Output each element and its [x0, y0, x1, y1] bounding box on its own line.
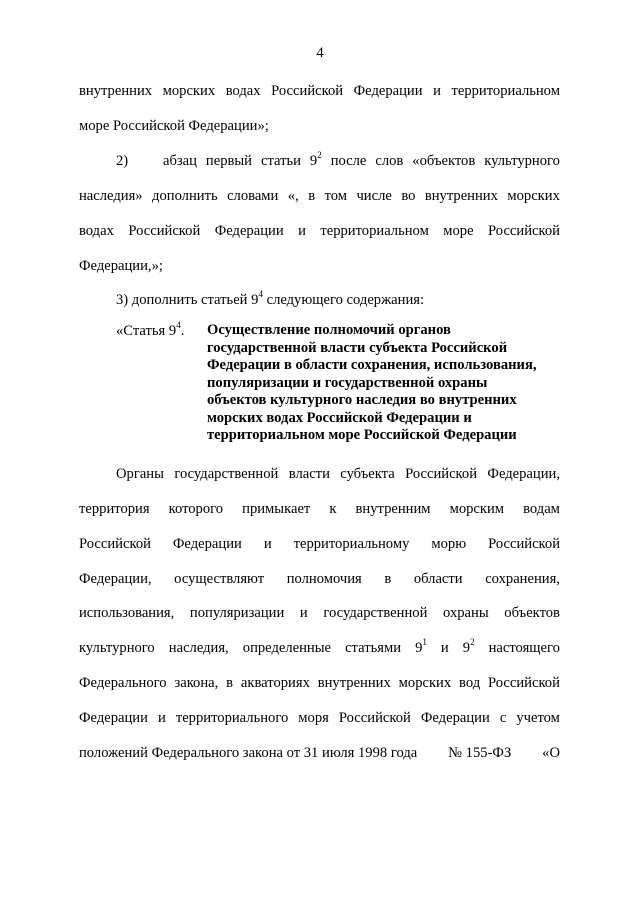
word: Федерального	[79, 675, 167, 691]
word: и	[440, 640, 449, 656]
word: полномочия	[286, 571, 362, 587]
text-line: Федерации,»;	[79, 258, 163, 274]
word: внутренних	[424, 188, 498, 204]
heading-line: объектов культурного наследия во внутренних	[207, 392, 517, 408]
word: культурного	[79, 640, 155, 656]
word: и	[263, 536, 272, 552]
word: субъекта	[340, 466, 395, 482]
word: словами	[227, 188, 279, 204]
word: морских	[398, 675, 452, 691]
word: Российской	[338, 710, 411, 726]
word: Российской	[487, 675, 560, 691]
word: наследия,	[168, 640, 229, 656]
list-item-3: 3) дополнить статьей $9^4$ следующего содержания:	[116, 289, 425, 308]
text-line	[79, 187, 560, 205]
word: популяризации	[189, 605, 285, 621]
heading-line: морских водах Российской Федерации и	[207, 409, 472, 426]
article-reference: $9^2$	[462, 637, 475, 656]
word: в	[226, 675, 234, 691]
word: абзац	[162, 153, 197, 169]
word: Федерации	[79, 710, 148, 726]
word: с	[499, 710, 507, 726]
text-line	[79, 535, 560, 553]
word: в	[384, 571, 392, 587]
word: настоящего	[488, 640, 560, 656]
word: Российской	[128, 223, 201, 239]
text-line	[79, 744, 560, 762]
word: Федерации	[420, 710, 490, 726]
word: том	[324, 188, 348, 204]
word: акваториях	[240, 675, 310, 691]
text-segment: «О	[542, 745, 560, 761]
word: охраны	[443, 605, 489, 621]
heading-line: территориальном море Российской Федерации	[207, 427, 517, 443]
text-line: море Российской Федерации»;	[79, 118, 269, 134]
word: Федерации	[214, 223, 284, 239]
text-line	[79, 570, 560, 588]
law-number: № 155-ФЗ	[448, 745, 512, 761]
word: власти	[288, 466, 330, 482]
word: Федерации	[353, 83, 423, 99]
word: которого	[168, 501, 224, 517]
word: морским	[449, 501, 505, 517]
word: Российской	[405, 466, 478, 482]
word: объектов	[504, 605, 560, 621]
word: первый	[205, 153, 252, 169]
item-number: 2)	[116, 153, 129, 169]
word: государственной	[323, 605, 428, 621]
article-label: «Статья $9^4$.	[116, 320, 185, 339]
word: Российской	[488, 536, 560, 552]
word: сохранения,	[485, 571, 560, 587]
word: к	[329, 501, 337, 517]
word: территориальному	[293, 536, 410, 552]
heading-line: популяризации и государственной охраны	[207, 374, 488, 391]
text-line	[79, 639, 560, 657]
word: примыкает	[242, 501, 311, 517]
word: водах	[225, 83, 261, 99]
word: территориальном	[320, 223, 429, 239]
word: статьями	[345, 640, 402, 656]
word: морю	[431, 536, 467, 552]
word: использования,	[79, 605, 175, 621]
list-item-2	[116, 152, 560, 170]
word: Российской	[271, 83, 344, 99]
word: «,	[287, 188, 299, 204]
article-reference: $9^2$	[309, 150, 322, 169]
word: морских	[162, 83, 216, 99]
word: осуществляют	[174, 571, 265, 587]
heading-line: государственной власти субъекта Российской	[207, 339, 508, 356]
word: дополнить	[152, 188, 218, 204]
word: территория	[79, 501, 150, 517]
text-line	[79, 604, 560, 622]
text-line	[79, 674, 560, 692]
article-heading	[207, 322, 567, 445]
heading-line: Федерации в области сохранения, использования,	[207, 357, 537, 373]
word: море	[443, 223, 474, 239]
word: и	[157, 710, 166, 726]
word: Федерации,	[79, 571, 152, 587]
word: вод	[459, 675, 481, 691]
article-reference: $9^1$	[415, 637, 427, 656]
word: и	[433, 83, 441, 99]
word: закона,	[174, 675, 219, 691]
word: внутренним	[355, 501, 431, 517]
word: территориального	[175, 710, 289, 726]
page-number: 4	[316, 45, 324, 61]
text-line	[79, 82, 560, 100]
word: Органы	[116, 466, 164, 482]
word: «объектов	[412, 153, 476, 169]
word: культурного	[484, 153, 560, 169]
word: Федерации	[172, 536, 242, 552]
word: статьи	[260, 153, 301, 169]
word: после	[330, 153, 367, 169]
word: водам	[523, 501, 560, 517]
word: числе	[356, 188, 392, 204]
word: внутренних	[79, 83, 153, 99]
heading-line: Осуществление полномочий органов	[207, 322, 451, 338]
word: водах	[79, 223, 114, 239]
word: и	[298, 223, 306, 239]
text-line	[116, 465, 560, 483]
text-line	[79, 709, 560, 727]
text-line	[79, 222, 560, 240]
word: моря	[298, 710, 329, 726]
word: в	[308, 188, 316, 204]
word: определенные	[242, 640, 332, 656]
text-segment: положений Федерального закона от 31 июля 1998 года	[79, 745, 418, 761]
word: слов	[375, 153, 404, 169]
word: учетом	[516, 710, 560, 726]
word: наследия»	[79, 188, 143, 204]
word: морских	[507, 188, 560, 204]
word: Российской	[79, 536, 151, 552]
word: и	[299, 605, 308, 621]
word: Российской	[488, 223, 560, 239]
word: внутренних	[317, 675, 391, 691]
word: Федерации,	[487, 466, 560, 482]
word: территориальном	[451, 83, 560, 99]
word: государственной	[174, 466, 279, 482]
text-line	[79, 500, 560, 518]
word: области	[413, 571, 463, 587]
word: во	[401, 188, 416, 204]
